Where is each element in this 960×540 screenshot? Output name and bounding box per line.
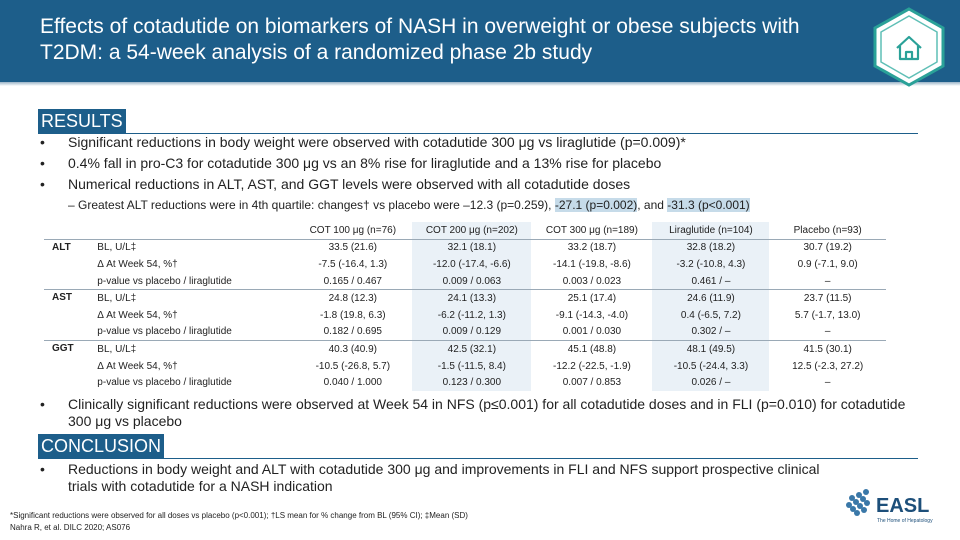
column-header: Liraglutide (n=104) xyxy=(652,222,769,239)
table-cell: -9.1 (-14.3, -4.0) xyxy=(555,309,629,321)
home-icon[interactable] xyxy=(868,6,950,88)
table-cell: 32.8 (18.2) xyxy=(652,239,769,256)
results-bullets xyxy=(40,132,920,195)
table-cell: 0.026 / – xyxy=(652,374,769,391)
table-row xyxy=(44,374,886,391)
table-cell: 0.040 / 1.000 xyxy=(323,377,382,389)
column-header: COT 100 μg (n=76) xyxy=(293,222,412,239)
footnote-reference: Nahra R, et al. DILC 2020; AS076 xyxy=(10,523,131,532)
highlight: -31.3 (p<0.001) xyxy=(667,198,750,212)
parameter-label: p-value vs placebo / liraglutide xyxy=(97,275,232,287)
table-cell: 0.9 (-7.1, 9.0) xyxy=(797,258,858,270)
parameter-label: BL, U/L‡ xyxy=(97,242,137,254)
table-cell: 24.8 (12.3) xyxy=(293,290,412,307)
svg-text:The Home of Hepatology: The Home of Hepatology xyxy=(877,518,933,524)
table-cell: 5.7 (-1.7, 13.0) xyxy=(794,309,861,321)
column-header: COT 200 μg (n=202) xyxy=(412,222,531,239)
table-cell: 0.009 / 0.063 xyxy=(412,273,531,290)
table-cell: 23.7 (11.5) xyxy=(769,290,886,307)
list-item: • Numerical reductions in ALT, AST, and GGT levels were observed with all cotadutide doses xyxy=(40,176,631,192)
table-cell: 0.302 / – xyxy=(652,324,769,341)
table-cell: 0.4 (-6.5, 7.2) xyxy=(652,307,769,324)
table-cell: 24.6 (11.9) xyxy=(652,290,769,307)
table-cell: 42.5 (32.1) xyxy=(412,341,531,358)
table-row xyxy=(44,358,886,375)
table-row xyxy=(44,239,886,256)
table-cell: 40.3 (40.9) xyxy=(293,341,412,358)
parameter-label: p-value vs placebo / liraglutide xyxy=(97,377,232,389)
table-cell: 12.5 (-2.3, 27.2) xyxy=(792,360,864,372)
table-row xyxy=(44,341,886,358)
conclusion-rule xyxy=(38,458,918,459)
parameter-label: Δ At Week 54, %† xyxy=(97,309,178,321)
parameter-label: Δ At Week 54, %† xyxy=(97,258,178,270)
table-cell: 0.003 / 0.023 xyxy=(562,275,622,287)
table-cell: 0.461 / – xyxy=(652,273,769,290)
table-cell: 33.2 (18.7) xyxy=(567,242,617,254)
table-cell: 48.1 (49.5) xyxy=(652,341,769,358)
table-cell: 0.182 / 0.695 xyxy=(323,326,382,338)
easl-logo xyxy=(840,478,952,530)
list-item: • Significant reductions in body weight were observed with cotadutide 300 μg vs liraglutide (p=0.009)* xyxy=(40,134,686,150)
page-title: Effects of cotadutide on biomarkers of NASH in overweight or obese subjects with T2DM: a 54-week analysis of a randomized phase 2b study xyxy=(40,15,800,64)
table-cell: -7.5 (-16.4, 1.3) xyxy=(318,258,388,270)
alt-quartile-sub-bullet: – Greatest ALT reductions were in 4th quartile: changes† vs placebo were –12.3 (p=0.259), -27.1 (p=0.002), and -31.3 (p<0.001) xyxy=(68,198,750,212)
footnote-abbreviations: *Significant reductions were observed for all doses vs placebo (p<0.001); †LS mean for % change from BL (95% CI); ‡Mean (SD) xyxy=(10,511,468,520)
list-item: • Reductions in body weight and ALT with cotadutide 300 μg and improvements in FLI and NFS support prospective clinical trials with cotadutide for a NASH indication xyxy=(40,461,820,494)
column-header: Placebo (n=93) xyxy=(769,222,886,239)
biomarker-label: GGT xyxy=(44,341,95,391)
highlight: -27.1 (p=0.002) xyxy=(554,198,638,212)
table-cell: 0.165 / 0.467 xyxy=(323,275,382,287)
table-cell: 45.1 (48.8) xyxy=(531,341,652,358)
table-cell: -10.5 (-26.8, 5.7) xyxy=(315,360,391,372)
table-cell: -1.5 (-11.5, 8.4) xyxy=(412,358,531,375)
parameter-label: BL, U/L‡ xyxy=(95,341,293,358)
nfs-fli-bullet xyxy=(40,396,920,430)
table-row xyxy=(44,273,886,290)
table-cell: 0.009 / 0.129 xyxy=(412,324,531,341)
table-cell: 0.123 / 0.300 xyxy=(412,374,531,391)
table-cell: – xyxy=(824,377,831,389)
table-cell: 0.001 / 0.030 xyxy=(562,326,622,338)
table-cell: 32.1 (18.1) xyxy=(412,239,531,256)
table-cell: -14.1 (-19.8, -8.6) xyxy=(553,258,631,270)
conclusion-label: CONCLUSION xyxy=(38,434,164,458)
parameter-label: BL, U/L‡ xyxy=(95,290,293,307)
table-row xyxy=(44,256,886,273)
svg-text:EASL: EASL xyxy=(876,495,930,517)
table-cell: -12.2 (-22.5, -1.9) xyxy=(553,360,631,372)
table-cell: -6.2 (-11.2, 1.3) xyxy=(412,307,531,324)
header-bar xyxy=(0,0,960,82)
list-item: • Clinically significant reductions were observed at Week 54 in NFS (p≤0.001) for all cotadutide doses and in FLI (p=0.010) for cotadutide 300 μg vs placebo xyxy=(40,396,906,429)
table-cell: 33.5 (21.6) xyxy=(328,242,377,254)
biomarker-table xyxy=(44,222,886,391)
parameter-label: Δ At Week 54, %† xyxy=(97,360,178,372)
table-cell: 0.007 / 0.853 xyxy=(562,377,622,389)
column-header: COT 300 μg (n=189) xyxy=(531,222,652,239)
table-cell: -10.5 (-24.4, 3.3) xyxy=(652,358,769,375)
table-cell: -1.8 (19.8, 6.3) xyxy=(320,309,386,321)
table-cell: -12.0 (-17.4, -6.6) xyxy=(412,256,531,273)
header-shadow xyxy=(0,82,960,86)
table-cell: 25.1 (17.4) xyxy=(531,290,652,307)
table-row xyxy=(44,290,886,307)
table-cell: – xyxy=(824,326,831,338)
table-cell: 24.1 (13.3) xyxy=(412,290,531,307)
results-label: RESULTS xyxy=(38,109,126,133)
list-item: • 0.4% fall in pro-C3 for cotadutide 300 μg vs an 8% rise for liraglutide and a 13% rise for placebo xyxy=(40,155,662,171)
table-cell: 41.5 (30.1) xyxy=(769,341,886,358)
biomarker-label: AST xyxy=(44,290,95,341)
table-cell: – xyxy=(824,275,831,287)
table-cell: -3.2 (-10.8, 4.3) xyxy=(652,256,769,273)
table-row xyxy=(44,307,886,324)
conclusion-bullets xyxy=(40,461,830,495)
table-cell: 30.7 (19.2) xyxy=(803,242,852,254)
parameter-label: p-value vs placebo / liraglutide xyxy=(97,326,232,338)
table-row xyxy=(44,324,886,341)
biomarker-label: ALT xyxy=(52,241,71,253)
